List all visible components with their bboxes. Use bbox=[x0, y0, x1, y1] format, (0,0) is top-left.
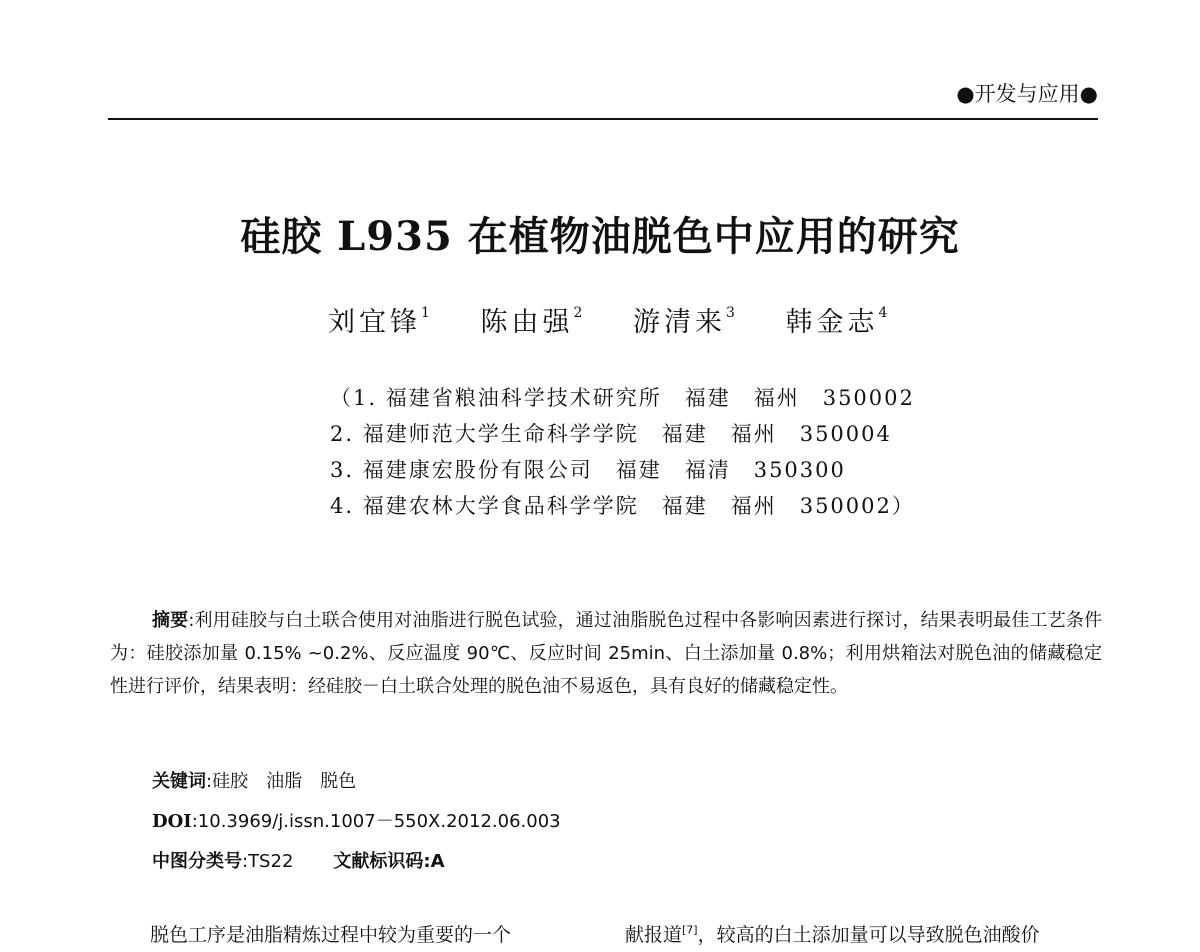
affiliation-line: 4. 福建农林大学食品科学学院 福建 福州 350002） bbox=[330, 494, 915, 518]
author-name: 陈由强 bbox=[480, 307, 574, 338]
keywords-colon: : bbox=[206, 771, 213, 792]
clc-label: 中图分类号 bbox=[152, 851, 242, 872]
author bbox=[328, 307, 430, 338]
body-text-left: 脱色工序是油脂精炼过程中较为重要的一个 bbox=[150, 924, 512, 946]
author bbox=[633, 307, 735, 338]
author-affiliation-mark: 3 bbox=[726, 305, 735, 321]
author-name: 刘宜锋 bbox=[328, 307, 421, 338]
section-header: ●开发与应用● bbox=[956, 82, 1098, 106]
author-name: 韩金志 bbox=[785, 307, 879, 338]
keywords-label: 关键词 bbox=[152, 771, 206, 792]
affiliation-line: 2. 福建师范大学生命科学学院 福建 福州 350004 bbox=[330, 422, 892, 446]
author bbox=[786, 307, 888, 338]
keyword: 硅胶 bbox=[212, 771, 249, 792]
citation-mark: [7] bbox=[682, 923, 698, 937]
author-affiliation-mark: 4 bbox=[878, 305, 888, 321]
author-affiliation-mark: 2 bbox=[573, 305, 583, 321]
author-affiliation-mark: 1 bbox=[421, 305, 430, 321]
clc-value: :TS22 bbox=[242, 851, 294, 872]
body-text-right bbox=[625, 920, 1040, 947]
doi-value: :10.3969/j.issn.1007－550X.2012.06.003 bbox=[191, 811, 561, 832]
keywords bbox=[152, 767, 374, 793]
paper-title: 硅胶 L935 在植物油脱色中应用的研究 bbox=[240, 213, 960, 260]
body-text-fragment: 献报道 bbox=[625, 924, 683, 946]
doi-label: DOI bbox=[152, 811, 192, 832]
affiliation-line: （1. 福建省粮油科学技术研究所 福建 福州 350002 bbox=[330, 386, 915, 410]
author bbox=[481, 307, 583, 338]
abstract-label: 摘要 bbox=[152, 610, 189, 631]
header-rule bbox=[108, 118, 1098, 120]
keyword: 脱色 bbox=[320, 771, 357, 792]
doc-code-label: 文献标识码 bbox=[333, 851, 424, 872]
author-name: 游清来 bbox=[633, 307, 727, 338]
keyword: 油脂 bbox=[266, 771, 303, 792]
body-text-fragment: ，较高的白土添加量可以导致脱色油酸价 bbox=[697, 924, 1040, 946]
doi-line bbox=[152, 807, 561, 833]
classification-line bbox=[152, 847, 445, 873]
affiliation-line: 3. 福建康宏股份有限公司 福建 福清 350300 bbox=[330, 458, 846, 482]
author-list bbox=[328, 300, 925, 339]
abstract-text: :利用硅胶与白土联合使用对油脂进行脱色试验，通过油脂脱色过程中各影响因素进行探讨，结果表明最佳工艺条件为：硅胶添加量 0.15% ~0.2%、反应温度 90℃、反应时间 25min、白土添加量 0.8%；利用烘箱法对脱色油的储藏稳定性进行评价，结果表明：经硅胶－白土联合处理的脱色油不易返色，具有良好的储藏稳定性。 bbox=[110, 610, 1103, 697]
affiliation-list bbox=[330, 380, 915, 524]
doc-code-value: :A bbox=[423, 851, 445, 872]
abstract bbox=[110, 604, 1102, 703]
